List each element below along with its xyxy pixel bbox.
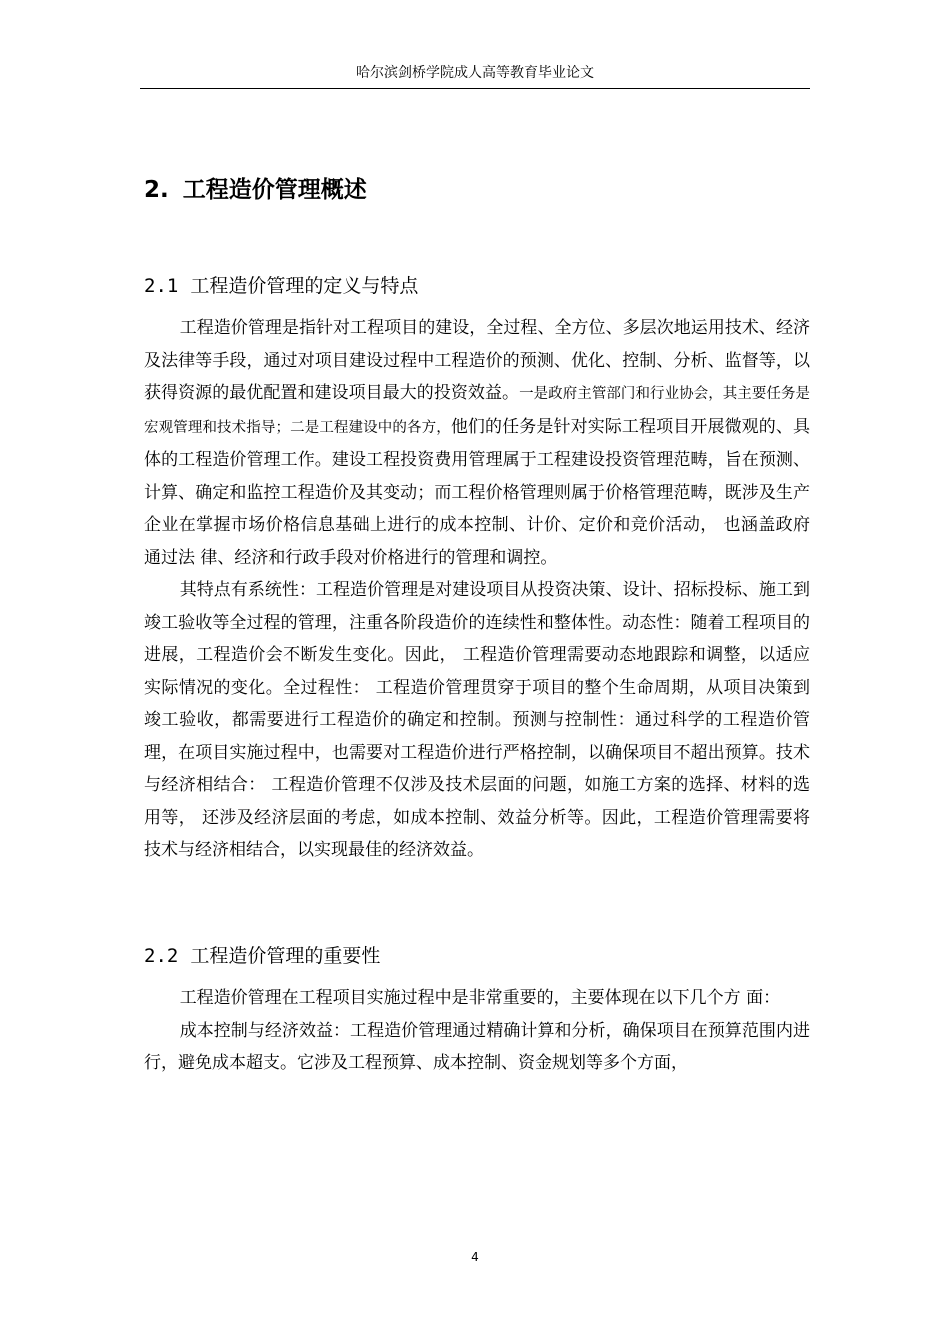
paragraph: 其特点有系统性：工程造价管理是对建设项目从投资决策、设计、招标投标、施工到竣工验收等全过程的管理，注重各阶段造价的连续性和整体性。动态性：随着工程项目的进展，工程造价会不断发生变化。因此， 工程造价管理需要动态地跟踪和调整，以适应实际情况的变化。全过程性： 工程造价管理贯穿于项目的整个生命周期，从项目决策到竣工验收，都需要进行工程造价的确定和控制。预测与控制性：通过科学的工程造价管理，在项目实施过程中，也需要对工程造价进行严格控制，以确保项目不超出预算。技术与经济相结合： 工程造价管理不仅涉及技术层面的问题，如施工方案的选择、材料的选用等， 还涉及经济层面的考虑，如成本控制、效益分析等。因此，工程造价管理需要将技术与经济相结合，以实现最佳的经济效益。 xyxy=(144,580,810,860)
paragraph-text-small: 一是政府主管部门和行业协会，其主要任务是宏观管理和技术指导；二是工程建设中的各方， xyxy=(144,386,811,436)
chapter-heading xyxy=(144,166,367,214)
paragraph-text: 他们的任务是针对实际工程项目开展微观的、具体的工程造价管理工作。建设工程投资费用管理属于工程建设投资管理范畴，旨在预测、计算、确定和监控工程造价及其变动；而工程价格管理则属于价格管理范畴，既涉及生产企业在掌握市场价格信息基础上进行的成本控制、计价、定价和竞价活动， 也涵盖政府通过法 律、经济和行政手段对价格进行的管理和调控。 xyxy=(144,416,811,568)
paragraph: 成本控制与经济效益：工程造价管理通过精确计算和分析，确保项目在预算范围内进行，避免成本超支。它涉及工程预算、成本控制、资金规划等多个方面， xyxy=(144,1020,810,1073)
chapter-title: 工程造价管理概述 xyxy=(182,177,367,203)
section-heading-2-1 xyxy=(144,268,418,304)
section-title: 工程造价管理的重要性 xyxy=(190,945,381,967)
running-header-title: 哈尔滨剑桥学院成人高等教育毕业论文 xyxy=(356,65,594,81)
running-header xyxy=(140,58,810,89)
section-title: 工程造价管理的定义与特点 xyxy=(190,275,419,297)
paragraph-text: 工程造价管理是指针对工程项目的建设，全过程、全方位、多层次地运用技术、经济及法律等手段，通过对项目建设过程中工程造价的预测、优化、控制、分析、监督等，以获得资源的最优配置和建设项目最大的投资效益。 xyxy=(144,318,810,403)
section-heading-2-2 xyxy=(144,938,380,974)
page-number: 4 xyxy=(471,1250,479,1264)
chapter-number: 2. xyxy=(144,177,169,203)
paragraph: 工程造价管理在工程项目实施过程中是非常重要的，主要体现在以下几个方 面： xyxy=(179,988,781,1008)
section-2-1-body xyxy=(144,312,810,867)
section-2-2-body xyxy=(144,982,810,1080)
section-number: 2.1 xyxy=(144,275,179,297)
paragraph xyxy=(144,312,810,574)
section-number: 2.2 xyxy=(144,945,179,967)
